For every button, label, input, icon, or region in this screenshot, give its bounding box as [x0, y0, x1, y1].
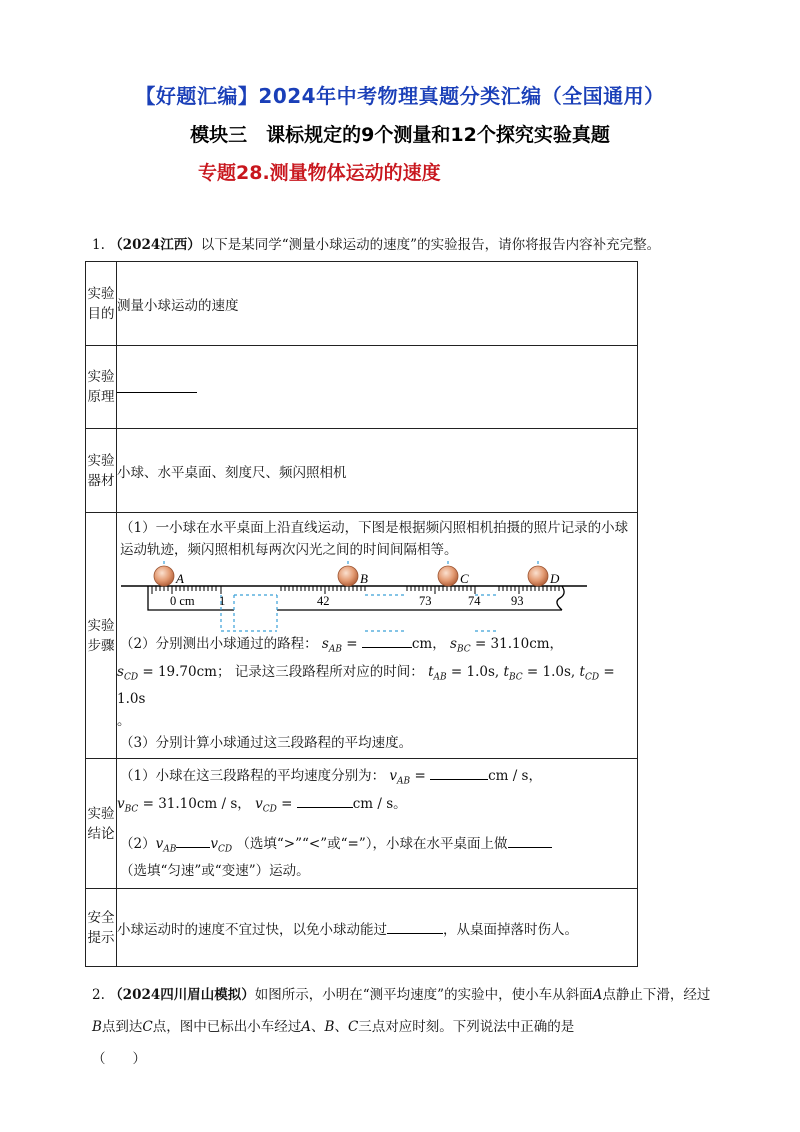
row-label: 实验结论	[86, 759, 117, 889]
question-source: （2024四川眉山模拟）	[109, 987, 255, 1003]
motion-type-answer-blank[interactable]	[508, 833, 552, 848]
step-3-text: （3）分别计算小球通过这三段路程的平均速度。	[120, 735, 413, 752]
tick-label: 74	[468, 594, 481, 608]
row-label: 实验原理	[86, 346, 117, 429]
point-label-b: B	[360, 571, 368, 586]
row-label: 实验步骤	[86, 513, 117, 759]
row-conclusion	[86, 759, 638, 889]
row-label: 实验器材	[86, 429, 117, 513]
sab-answer-blank[interactable]	[362, 633, 412, 648]
question-text: 以下是某同学“测量小球运动的速度”的实验报告，请你将报告内容补充完整。	[200, 237, 661, 253]
experiment-report-table	[85, 261, 638, 967]
ball-at-b	[338, 566, 358, 586]
purpose-content: 测量小球运动的速度	[117, 262, 638, 346]
point-label-d: D	[550, 571, 560, 586]
row-steps	[86, 513, 638, 759]
tick-label: 73	[419, 594, 432, 608]
row-safety: 安全提示 小球运动时的速度不宜过快，以免小球动能过 ，从桌面掉落时伤人。	[86, 889, 638, 967]
ruler-figure	[117, 561, 637, 633]
tick-label: 1	[219, 594, 226, 608]
step-2-line-1: （2）分别测出小球通过的路程： $s_{AB}$ = cm， $s_{BC} = 31.10cm$，	[117, 633, 637, 661]
principle-answer-blank[interactable]	[117, 378, 197, 393]
vab-answer-blank[interactable]	[430, 765, 488, 780]
tick-label: 0 cm	[170, 594, 195, 608]
ruler-segment-3	[390, 586, 507, 610]
conclusion-line-3: $(2)v_{AB}$ $v_{CD}$ （选填“>”“<”或“=”），小球在水平桌面上做	[117, 833, 637, 861]
ruler-segment-4	[499, 586, 564, 610]
compare-answer-blank[interactable]	[176, 833, 210, 848]
conclusion-line-4: （选填“匀速”或“变速”）运动。	[120, 863, 310, 880]
question-source: （2024江西）	[109, 237, 201, 253]
step-1-text: （1）一小球在水平桌面上沿直线运动，下图是根据频闪照相机拍摄的照片记录的小球运动轨迹，频闪照相机每两次闪光之间的时间间隔相等。	[120, 520, 629, 558]
tick-label: 42	[317, 594, 330, 608]
ball-at-d	[528, 566, 548, 586]
step-2-period: 。	[117, 713, 131, 730]
conclusion-line-1: （1）小球在这三段路程的平均速度分别为： $v_{AB}$ = cm / s，	[117, 765, 637, 793]
ruler-break-mark	[557, 586, 564, 610]
tick-label: 93	[511, 594, 524, 608]
answer-parentheses[interactable]: （ ）	[92, 1051, 146, 1067]
step-2-line-2: $s_{CD} = 19.70cm$； 记录这三段路程所对应的时间： $t_{AB} = 1.0s$, $t_{BC} = 1.0s$, $t_{CD} = 1.0s$	[117, 663, 615, 708]
row-principle	[86, 346, 638, 429]
conclusion-line-2: $v_{BC} = 31.10cm / s$， $v_{CD}$ = cm / s。	[117, 793, 637, 821]
question-2-stem: 2. （2024四川眉山模拟）如图所示，小明在“测平均速度”的实验中，使小车从斜面A点静止下滑，经过B点到达C点，图中已标出小车经过A、B、C三点对应时刻。下列说法中正确的是 （ ）	[92, 979, 712, 1075]
row-label: 实验目的	[86, 262, 117, 346]
ball-at-a	[154, 566, 174, 586]
energy-answer-blank[interactable]	[387, 919, 443, 934]
title-line-1: 【好题汇编】2024年中考物理真题分类汇编（全国通用）	[135, 84, 665, 108]
point-label-a: A	[176, 571, 184, 586]
title-line-3: 专题28.测量物体运动的速度	[198, 162, 441, 184]
row-equipment	[86, 429, 638, 513]
equipment-content: 小球、水平桌面、刻度尺、频闪照相机	[117, 429, 638, 513]
question-number: 1.	[92, 237, 105, 253]
row-purpose	[86, 262, 638, 346]
ruler-segment-2	[277, 586, 390, 610]
question-1-stem	[92, 235, 712, 255]
ruler-diagram	[117, 561, 597, 633]
ball-at-c	[438, 566, 458, 586]
point-label-c: C	[460, 571, 469, 586]
title-line-2: 模块三 课标规定的9个测量和12个探究实验真题	[190, 124, 610, 146]
row-label: 安全提示	[86, 889, 117, 967]
vcd-answer-blank[interactable]	[297, 793, 353, 808]
